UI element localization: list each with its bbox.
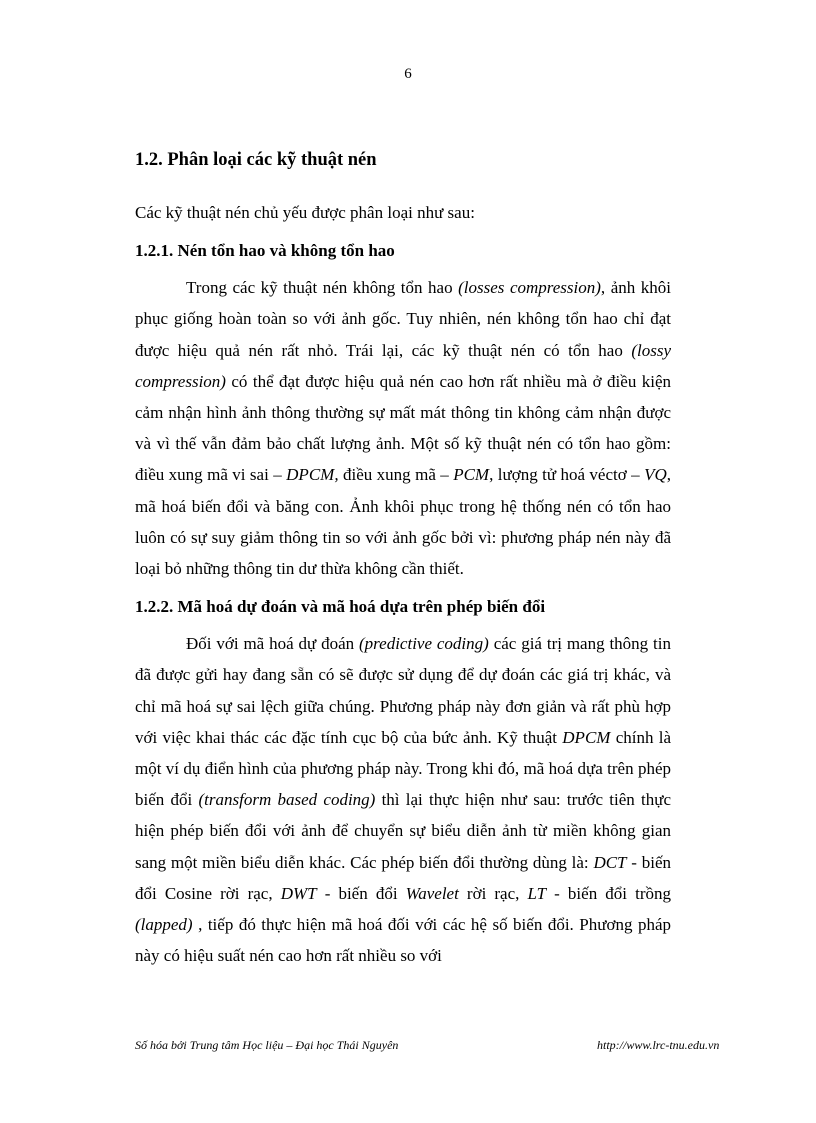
paragraph-2: Đối với mã hoá dự đoán (predictive coding) các giá trị mang thông tin đã được gửi hay đang sẵn có sẽ được sử dụng để dự đoán các giá trị khác, và chỉ mã hoá sự sai lệch giữa chúng. Phương pháp này đơn giản và rất phù hợp với việc khai thác các đặc tính cục bộ của bức ảnh. Kỹ thuật DPCM chính là một ví dụ điển hình của phương pháp này. Trong khi đó, mã hoá dựa trên phép biến đổi (transform based coding) thì lại thực hiện như sau: trước tiên thực hiện phép biến đổi với ảnh để chuyển sự biểu diễn ảnh từ miền không gian sang một miền biểu diễn khác. Các phép biến đổi thường dùng là: DCT - biến đổi Cosine rời rạc, DWT - biến đổi Wavelet rời rạc, LT - biến đổi trồng (lapped) , tiếp đó thực hiện mã hoá đối với các hệ số biến đổi. Phương pháp này có hiệu suất nén cao hơn rất nhiều so với xyxy=(135,634,671,966)
intro-text: Các kỹ thuật nén chủ yếu được phân loại như sau: xyxy=(135,203,475,222)
subsection-title-2: 1.2.2. Mã hoá dự đoán và mã hoá dựa trên phép biến đổi xyxy=(135,597,546,617)
page-number: 6 xyxy=(404,66,412,82)
paragraph-1: Trong các kỹ thuật nén không tổn hao (losses compression), ảnh khôi phục giống hoàn toàn so với ảnh gốc. Tuy nhiên, nén không tổn hao chỉ đạt được hiệu quả nén rất nhỏ. Trái lại, các kỹ thuật nén có tổn hao (lossy compression) có thể đạt được hiệu quả nén cao hơn rất nhiều mà ở điều kiện cảm nhận hình ảnh thông thường sự mất mát thông tin không cảm nhận được và vì thế vẫn đảm bảo chất lượng ảnh. Một số kỹ thuật nén có tổn hao gồm: điều xung mã vi sai – DPCM, điều xung mã – PCM, lượng tử hoá véctơ – VQ, mã hoá biến đổi và băng con. Ảnh khôi phục trong hệ thống nén có tổn hao luôn có sự suy giảm thông tin so với ảnh gốc bởi vì: phương pháp nén này đã loại bỏ những thông tin dư thừa không cần thiết. xyxy=(135,278,672,579)
section-title: 1.2. Phân loại các kỹ thuật nén xyxy=(135,150,377,170)
footer-source: Số hóa bởi Trung tâm Học liệu – Đại học Thái Nguyên xyxy=(135,1038,399,1052)
footer-url: http://www.lrc-tnu.edu.vn xyxy=(597,1038,720,1052)
subsection-title-1: 1.2.1. Nén tổn hao và không tổn hao xyxy=(135,241,395,261)
page-content xyxy=(135,145,671,979)
